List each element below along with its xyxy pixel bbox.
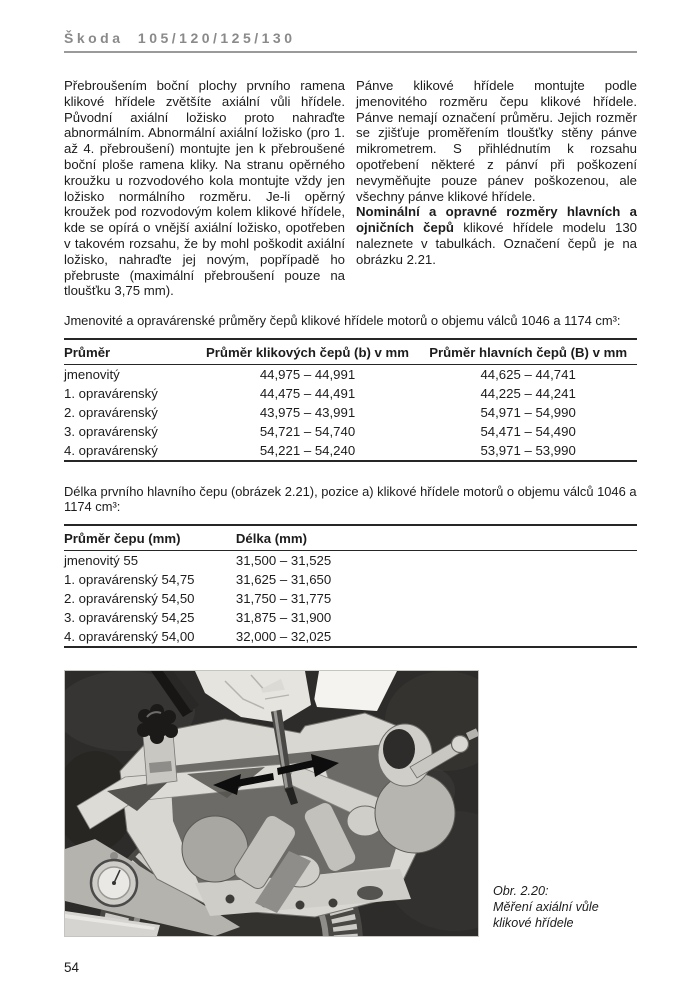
cell-length-range: 31,625 – 31,650 [235, 571, 332, 587]
cell-main-range: 44,625 – 44,741 [480, 366, 576, 382]
table-row [64, 589, 637, 608]
cell-size-name: jmenovitý [64, 366, 120, 382]
right-paragraph-1: Pánve klikové hřídele montujte podle jmenovitého rozměru čepu klikové hřídele. Pánve nemají označení průměru. Jejich rozměr se zjišťuje proměřením tloušťky stěny pánve mikrometrem. S přihlédnutím k rozsahu opotřebení některé z pánví při poškození nevyměňujte pouze pánev poškozenou, ale všechny pánve klikové hřídele. [356, 78, 637, 204]
cell-size-name: 1. opravárenský [64, 385, 158, 401]
table-row [64, 551, 637, 571]
cell-main-range: 53,971 – 53,990 [480, 442, 576, 458]
table-row [64, 384, 637, 403]
figure-caption [479, 883, 599, 937]
body-text [64, 78, 637, 299]
cell-crankpin-range: 43,975 – 43,991 [259, 404, 356, 420]
right-paragraph-2 [356, 204, 637, 267]
table-row [64, 441, 637, 461]
column-header: Délka (mm) [236, 525, 637, 551]
page-number: 54 [64, 960, 80, 976]
cell-diameter: 1. opravárenský 54,75 [64, 571, 195, 587]
column-header: Průměr klikových čepů (b) v mm [196, 339, 419, 365]
cell-length-range: 31,875 – 31,900 [235, 609, 332, 625]
left-paragraph: Přebroušením boční plochy prvního ramena klikové hřídele zvětšíte axiální vůli hřídele. Původní axiální ložisko proto nahraďte abnormálním. Abnormální axiální ložisko (pro 1. až 4. přebroušení) montujte jen k přebroušené boční ploše ramena kliky. Na stranu opěrného kroužku u rozvodového kola montujte vždy jen ložisko normálního rozměru. Je-li opěrný kroužek pod rozvodovým kolem klikové hřídele, kde se opírá o vnější axiální ložisko, opotřeben v takovém rozsahu, že by mohl poškodit axiální ložisko, nahraďte jej novým, popřípadě ho přebruste (maximální přebroušení pouze na tloušťku 3,75 mm). [64, 78, 345, 299]
cell-size-name: 2. opravárenský [64, 404, 158, 420]
table-row [64, 570, 637, 589]
cell-length-range: 31,750 – 31,775 [235, 590, 332, 606]
table-header-row [64, 525, 637, 551]
page-header-title: Škoda 105/120/125/130 [64, 30, 296, 46]
column-header: Průměr čepu (mm) [64, 525, 236, 551]
cell-size-name: 4. opravárenský [64, 442, 158, 458]
right-column [356, 78, 637, 299]
right-paragraph-2-bold: Nominální a opravné rozměry hlavních a ojničních čepů [356, 204, 637, 236]
cell-diameter: jmenovitý 55 [64, 552, 139, 568]
cell-crankpin-range: 54,221 – 54,240 [259, 442, 356, 458]
table-row [64, 627, 637, 647]
cell-diameter: 4. opravárenský 54,00 [64, 628, 195, 644]
table-row [64, 608, 637, 627]
cell-main-range: 44,225 – 44,241 [480, 385, 576, 401]
page-header [64, 30, 637, 53]
cell-size-name: 3. opravárenský [64, 423, 158, 439]
table1-intro: Jmenovité a opravárenské průměry čepů klikové hřídele motorů o objemu válců 1046 a 1174 cm³: [64, 313, 621, 329]
cell-length-range: 32,000 – 32,025 [235, 628, 332, 644]
cell-diameter: 3. opravárenský 54,25 [64, 609, 195, 625]
figure-2-20 [64, 670, 637, 937]
cell-main-range: 54,471 – 54,490 [480, 423, 576, 439]
table2-intro: Délka prvního hlavního čepu (obrázek 2.21), pozice a) klikové hřídele motorů o objemu válců 1046 a 1174 cm³: [64, 484, 637, 515]
left-column [64, 78, 345, 299]
right-paragraph-2-rest: klikové hřídele modelu 130 naleznete v tabulkách. Označení čepů je na obrázku 2.21. [356, 220, 637, 267]
cell-main-range: 54,971 – 54,990 [480, 404, 576, 420]
figure-caption-text: Měření axiální vůle [493, 900, 599, 915]
cell-crankpin-range: 44,975 – 44,991 [259, 366, 356, 382]
table-header-row [64, 339, 637, 365]
table-row [64, 365, 637, 385]
table-row [64, 403, 637, 422]
cell-crankpin-range: 44,475 – 44,491 [259, 385, 356, 401]
figure-caption-text: klikové hřídele [493, 916, 574, 931]
table-journal-diameters [64, 338, 637, 462]
column-header: Průměr [64, 339, 196, 365]
cell-crankpin-range: 54,721 – 54,740 [259, 423, 356, 439]
cell-diameter: 2. opravárenský 54,50 [64, 590, 195, 606]
column-header: Průměr hlavních čepů (B) v mm [419, 339, 637, 365]
figure-caption-number: Obr. 2.20: [493, 884, 549, 899]
table-journal-length [64, 524, 637, 648]
table-row [64, 422, 637, 441]
engine-photo [64, 670, 479, 937]
cell-length-range: 31,500 – 31,525 [235, 552, 332, 568]
